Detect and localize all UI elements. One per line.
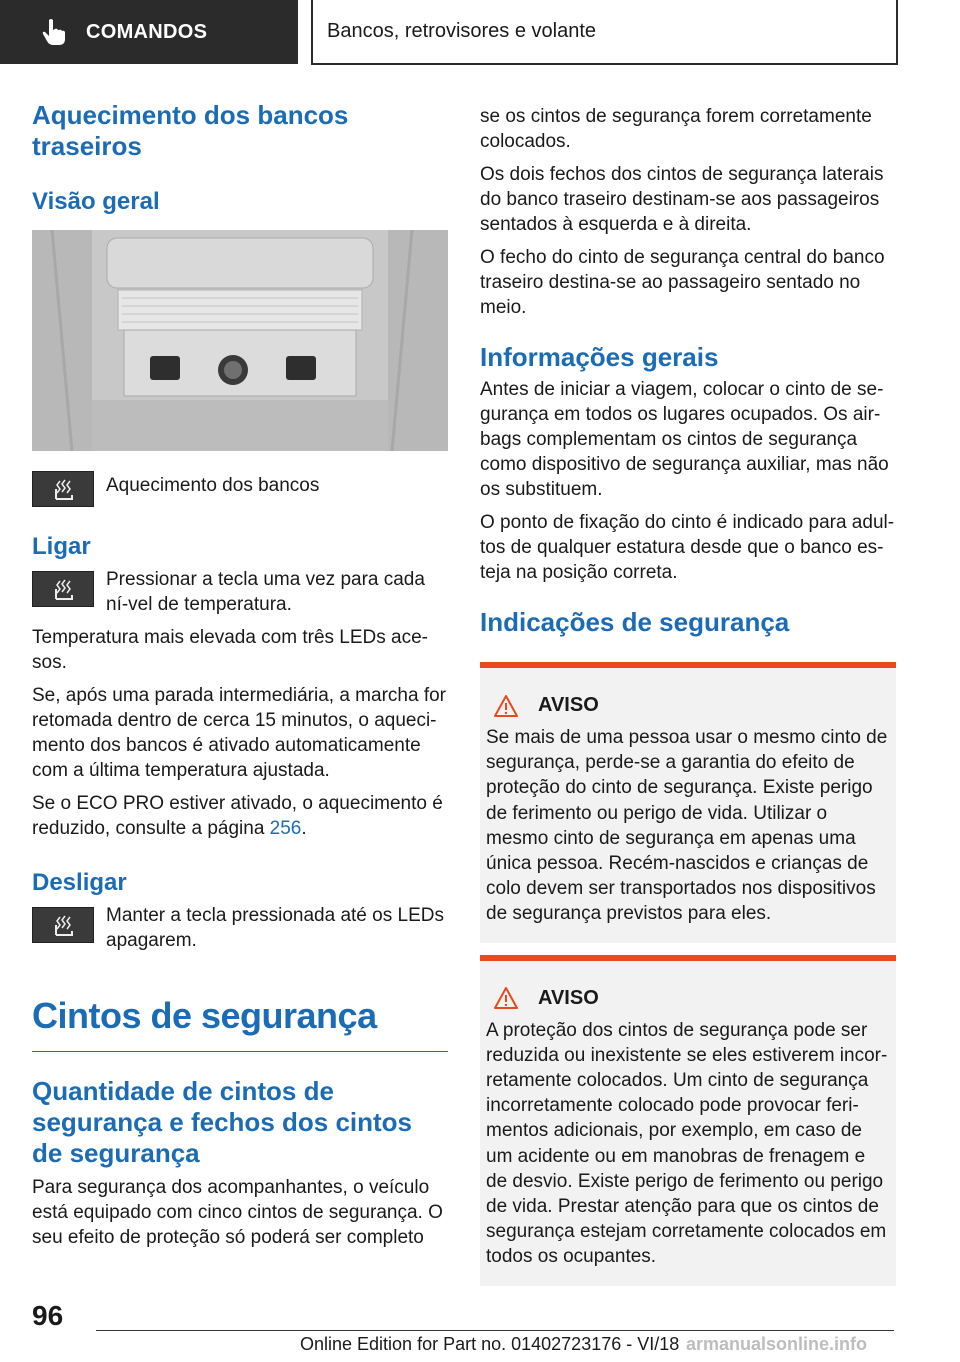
section-tab-label: COMANDOS bbox=[86, 20, 208, 43]
left-column bbox=[32, 100, 448, 1258]
warning-text: A proteção dos cintos de segurança pode ser reduzida ou inexistente se eles estiverem incor-retamente colocados. Um cinto de segurança incorretamente colocado pode provocar feri-mentos adicionais, por exemplo, em caso de um acidente ou em manobras de frenagem e de desvio. Existe perigo de ferimento ou perigo de vida. Prestar atenção para que os cintos de segurança estejam corretamente colocados em todos os ocupantes. bbox=[486, 1019, 888, 1268]
edition-note: Online Edition for Part no. 01402723176 - VI/18 bbox=[300, 1334, 680, 1354]
temperatura-text: Temperatura mais elevada com três LEDs ace-sos. bbox=[32, 627, 428, 673]
parada-text: Se, após uma parada intermediária, a marcha for retomada dentro de cerca 15 minutos, o aqueci-mento dos bancos é ativado automaticamente com a última temperatura ajustada. bbox=[32, 685, 446, 781]
hand-pointer-icon bbox=[38, 17, 68, 47]
seat-heating-button-icon bbox=[32, 471, 94, 507]
fechos-laterais-text: Os dois fechos dos cintos de segurança laterais do banco traseiro destinam-se aos passageiros sentados à esquerda e à direita. bbox=[480, 164, 884, 235]
heading-quantidade-cintos: Quantidade de cintos de segurança e fechos dos cintos de segurança bbox=[32, 1076, 413, 1168]
right-column bbox=[480, 104, 896, 1286]
fecho-central-text: O fecho do cinto de segurança central do banco traseiro destina-se ao passageiro sentado no meio. bbox=[480, 247, 885, 318]
rear-seat-console-photo bbox=[32, 230, 448, 451]
warning-box-2 bbox=[480, 955, 896, 1286]
ligar-text: Pressionar a tecla uma vez para cada ní-vel de temperatura. bbox=[106, 569, 425, 615]
continuation-text: se os cintos de segurança forem corretamente colocados. bbox=[480, 106, 872, 152]
seat-heating-icon-row bbox=[32, 467, 448, 507]
page-number: 96 bbox=[32, 1300, 64, 1331]
heading-desligar: Desligar bbox=[32, 869, 127, 896]
warning-header bbox=[480, 961, 896, 1010]
info-text-1: Antes de iniciar a viagem, colocar o cinto de se-gurança em todos os lugares ocupados. Os air-bags complementam os cintos de segurança como dispositivo de segurança auxiliar, mas não os substituem. bbox=[480, 379, 889, 500]
footer-divider bbox=[96, 1330, 894, 1331]
chapter-title-seatbelts: Cintos de segurança bbox=[32, 995, 377, 1036]
seat-heating-button-icon bbox=[32, 571, 94, 607]
eco-pro-text bbox=[32, 791, 448, 841]
icon-caption-seat-heating: Aquecimento dos bancos bbox=[106, 475, 320, 496]
seat-heating-button-icon bbox=[32, 907, 94, 943]
warning-header bbox=[480, 668, 896, 717]
heading-rear-seat-heating: Aquecimento dos bancos traseiros bbox=[32, 100, 349, 161]
warning-text: Se mais de uma pessoa usar o mesmo cinto de segurança, perde-se a garantia do efeito de proteção do cinto de segurança. Existe perigo de ferimento ou perigo de vida. Utilizar o mesmo cinto de segurança em apenas uma única pessoa. Recém-nascidos e crianças de colo devem ser transportados nos dispositivos de segurança previstos para eles. bbox=[486, 727, 888, 925]
info-text-2: O ponto de fixação do cinto é indicado para adul-tos de qualquer estatura desde que o banco es-teja na posição correta. bbox=[480, 512, 895, 583]
warning-title: AVISO bbox=[538, 986, 599, 1009]
chapter-divider bbox=[32, 1051, 448, 1052]
heading-visao-geral: Visão geral bbox=[32, 188, 160, 215]
page-link-256[interactable]: 256 bbox=[269, 818, 302, 839]
chapter-tab-label: Bancos, retrovisores e volante bbox=[327, 20, 597, 42]
eco-pro-text-after: . bbox=[301, 818, 307, 839]
warning-triangle-icon bbox=[494, 695, 518, 717]
heading-indicacoes-seguranca: Indicações de segurança bbox=[480, 607, 790, 637]
watermark: armanualsonline.info bbox=[686, 1334, 868, 1354]
quantidade-text: Para segurança dos acompanhantes, o veículo está equipado com cinco cintos de segurança. O seu efeito de proteção só poderá ser completo bbox=[32, 1177, 443, 1248]
page-header bbox=[0, 0, 960, 66]
desligar-icon-row bbox=[32, 903, 448, 961]
eco-pro-text-before: Se o ECO PRO estiver ativado, o aquecimento é reduzido, consulte a página bbox=[32, 793, 443, 839]
ligar-icon-row bbox=[32, 567, 448, 625]
desligar-text: Manter a tecla pressionada até os LEDs apagarem. bbox=[106, 905, 444, 951]
warning-triangle-icon bbox=[494, 987, 518, 1009]
warning-title: AVISO bbox=[538, 694, 599, 716]
section-tab-comandos[interactable] bbox=[0, 0, 298, 64]
heading-informacoes-gerais: Informações gerais bbox=[480, 342, 719, 372]
chapter-tab bbox=[311, 0, 898, 65]
heading-ligar: Ligar bbox=[32, 533, 91, 560]
warning-box-1 bbox=[480, 662, 896, 943]
